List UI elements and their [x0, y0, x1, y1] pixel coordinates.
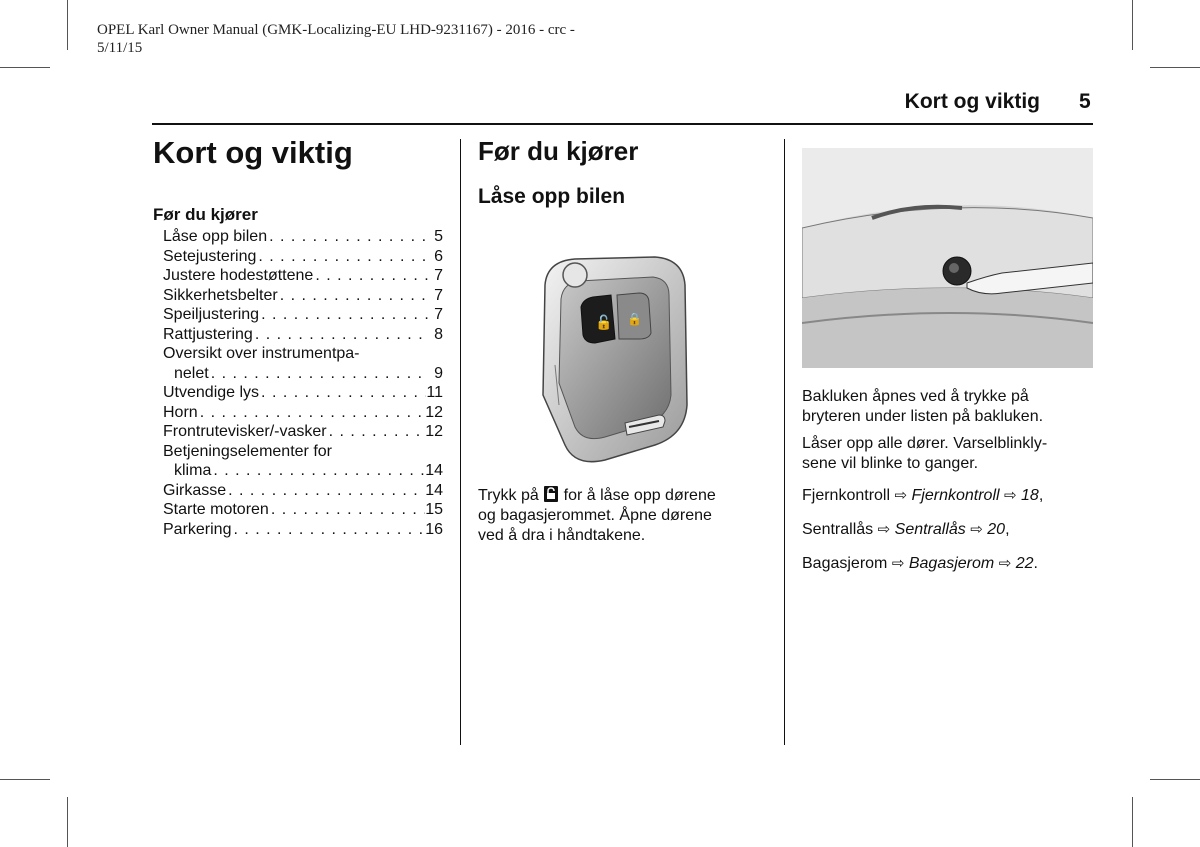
toc-entry[interactable] — [163, 227, 443, 247]
toc-entry[interactable] — [163, 520, 443, 540]
key-fob-illustration — [535, 255, 695, 465]
toc-leader — [278, 286, 429, 306]
crop-mark — [1132, 797, 1133, 847]
arrow-icon: ⇨ — [1004, 487, 1017, 504]
tailgate-illustration — [802, 148, 1093, 368]
toc-entry[interactable] — [163, 286, 443, 306]
crop-mark — [1150, 779, 1200, 780]
xref-title[interactable]: Sentrallås — [894, 521, 966, 538]
toc-entry-text: klima — [174, 462, 212, 479]
toc-entry-page: 14 — [425, 462, 443, 479]
toc-entry[interactable] — [163, 500, 443, 520]
crop-mark — [67, 797, 68, 847]
chapter-title: Kort og viktig — [153, 135, 353, 170]
unlock-instruction — [478, 485, 768, 546]
toc-entry-page: 12 — [425, 423, 443, 440]
toc-entry-text: Setejustering — [163, 247, 257, 265]
toc-leader — [269, 500, 425, 520]
column-divider — [784, 139, 785, 745]
toc-entry-text: Starte motoren — [163, 501, 269, 518]
toc-entry-text: Sikkerhetsbelter — [163, 286, 278, 304]
unlock-line2: og bagasjerommet. Åpne dørene — [478, 507, 712, 524]
toc-leader — [198, 403, 426, 423]
running-title: Kort og viktig — [904, 90, 1040, 113]
toc-entry[interactable] — [163, 442, 443, 462]
toc-leader — [209, 364, 429, 384]
toc-entry-text: Utvendige lys — [163, 384, 260, 401]
unlock-line3: ved å dra i håndtakene. — [478, 527, 646, 544]
document-meta: OPEL Karl Owner Manual (GMK-Localizing-EU LHD-9231167) - 2016 - crc - 5/11/15 — [97, 22, 575, 56]
toc-leader — [259, 383, 426, 403]
toc-entry-page: 7 — [434, 306, 443, 323]
tailgate-line2: bryteren under listen på bakluken. — [802, 408, 1044, 425]
toc-entry[interactable] — [163, 481, 443, 501]
toc-entry-page: 11 — [426, 384, 443, 401]
section-title: Før du kjører — [478, 136, 639, 166]
toc-entry[interactable] — [163, 364, 443, 384]
arrow-icon: ⇨ — [998, 555, 1012, 572]
toc-entry[interactable] — [163, 247, 443, 267]
toc-leader — [267, 227, 429, 247]
toc-entry[interactable] — [163, 266, 443, 286]
toc-entry-text: Rattjustering — [163, 325, 253, 343]
crop-mark — [0, 67, 50, 68]
xref-line[interactable]: Bagasjerom ⇨ Bagasjerom ⇨ 22. — [802, 555, 1038, 572]
xref-title[interactable]: Bagasjerom — [908, 555, 995, 572]
unlock-prefix: Trykk på — [478, 487, 539, 504]
toc-entry-page: 7 — [434, 286, 443, 304]
toc-entry-text: Parkering — [163, 520, 232, 538]
arrow-icon: ⇨ — [891, 555, 905, 572]
toc-entry-page: 14 — [425, 481, 443, 499]
unlock-all-line1: Låser opp alle dører. Varselblinkly- — [802, 435, 1048, 452]
toc-leader — [231, 520, 425, 540]
xref-page[interactable]: 18 — [1021, 487, 1039, 504]
unlock-all-line2: sene vil blinke to ganger. — [802, 455, 979, 472]
toc-leader — [256, 247, 429, 267]
toc-heading: Før du kjører — [153, 205, 258, 224]
toc-entry-text: Betjeningselementer for — [163, 442, 332, 460]
crop-mark — [67, 0, 68, 50]
xref-label: Sentrallås — [802, 521, 874, 538]
arrow-icon: ⇨ — [970, 521, 983, 538]
toc-entry-text: nelet — [174, 364, 209, 382]
toc-entry-page: 15 — [425, 501, 443, 518]
toc-entry-page: 6 — [434, 247, 443, 265]
toc-leader — [313, 266, 429, 286]
unlock-icon — [543, 485, 559, 503]
toc-entry[interactable] — [163, 305, 443, 325]
crop-mark — [0, 779, 50, 780]
table-of-contents — [163, 227, 443, 539]
toc-entry-text: Speiljustering — [163, 306, 260, 323]
toc-leader — [259, 305, 429, 325]
toc-leader — [211, 461, 425, 481]
crop-mark — [1132, 0, 1133, 50]
column-divider — [460, 139, 461, 745]
tailgate-line1: Bakluken åpnes ved å trykke på — [802, 388, 1029, 405]
toc-entry[interactable] — [163, 461, 443, 481]
svg-text:🔒: 🔒 — [627, 312, 642, 326]
xref-page[interactable]: 22 — [1015, 555, 1034, 572]
xref-page[interactable]: 20 — [987, 521, 1006, 538]
toc-entry-text: Girkasse — [163, 481, 227, 499]
toc-entry[interactable] — [163, 383, 443, 403]
toc-entry-text: Frontrutevisker/-vasker — [163, 423, 327, 440]
subsection-title: Låse opp bilen — [478, 185, 626, 208]
page-number: 5 — [1079, 90, 1091, 113]
toc-entry[interactable] — [163, 422, 443, 442]
toc-entry-text: Låse opp bilen — [163, 228, 268, 245]
toc-entry[interactable] — [163, 325, 443, 345]
xref-line[interactable]: Sentrallås ⇨ Sentrallås ⇨ 20, — [802, 521, 1010, 538]
toc-entry-page: 7 — [434, 267, 443, 284]
toc-entry[interactable] — [163, 403, 443, 423]
xref-label: Bagasjerom — [802, 555, 888, 572]
unlock-all-paragraph — [802, 434, 1097, 474]
svg-text:🔓: 🔓 — [595, 315, 613, 331]
xref-label: Fjernkontroll — [802, 487, 891, 504]
toc-entry-text: Horn — [163, 403, 198, 421]
toc-leader — [327, 422, 426, 442]
xref-title[interactable]: Fjernkontroll — [911, 487, 1000, 504]
unlock-line1-suffix: for å låse opp dørene — [563, 487, 716, 504]
toc-leader — [253, 325, 429, 345]
header-rule — [152, 123, 1093, 125]
toc-leader — [226, 481, 425, 501]
toc-entry-text: Oversikt over instrumentpa- — [163, 345, 360, 362]
toc-entry[interactable] — [163, 344, 443, 364]
toc-entry-page: 12 — [425, 403, 443, 421]
arrow-icon: ⇨ — [877, 521, 891, 538]
toc-entry-page: 5 — [434, 228, 443, 245]
arrow-icon: ⇨ — [894, 487, 908, 504]
toc-entry-page: 16 — [425, 520, 443, 538]
xref-line[interactable]: Fjernkontroll ⇨ Fjernkontroll ⇨ 18, — [802, 487, 1044, 504]
toc-entry-page: 9 — [434, 364, 443, 382]
toc-entry-text: Justere hodestøttene — [163, 267, 314, 284]
toc-entry-page: 8 — [434, 325, 443, 343]
tailgate-paragraph — [802, 387, 1097, 427]
crop-mark — [1150, 67, 1200, 68]
